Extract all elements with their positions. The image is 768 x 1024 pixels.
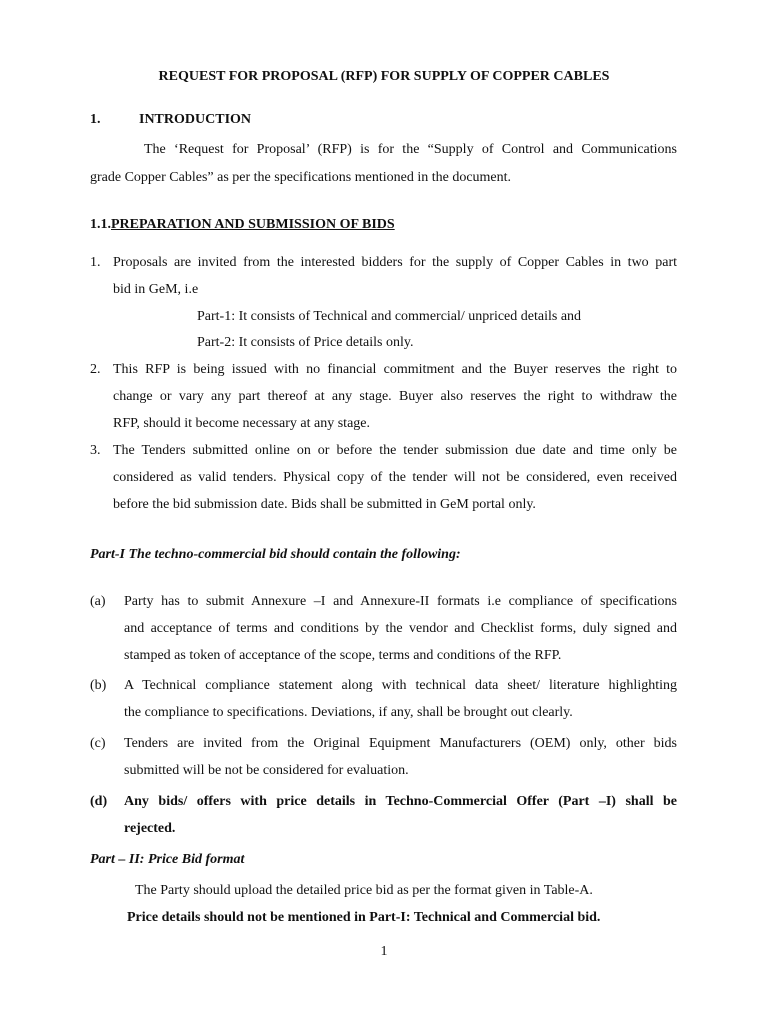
page-number: 1 bbox=[380, 944, 388, 959]
bids-item-3-line-1: The Tenders submitted online on or before the tender submission due date and time only be bbox=[113, 443, 677, 458]
section-1-number: 1. bbox=[90, 112, 101, 127]
bids-item-2-line-1: This RFP is being issued with no financial commitment and the Buyer reserves the right to bbox=[113, 362, 677, 377]
part-1-item-c-label: (c) bbox=[90, 736, 106, 751]
bids-item-3-line-3: before the bid submission date. Bids shall be submitted in GeM portal only. bbox=[113, 497, 536, 512]
bids-item-2-line-3: RFP, should it become necessary at any stage. bbox=[113, 416, 371, 431]
bids-item-2-number: 2. bbox=[90, 362, 101, 377]
bids-item-1-number: 1. bbox=[90, 255, 101, 270]
part-1-item-a-line-1: Party has to submit Annexure –I and Annexure-II formats i.e compliance of specifications bbox=[124, 594, 677, 609]
document-title: REQUEST FOR PROPOSAL (RFP) FOR SUPPLY OF COPPER CABLES bbox=[158, 69, 610, 84]
bids-item-3-line-2: considered as valid tenders. Physical copy of the tender will not be considered, even received bbox=[113, 470, 677, 485]
part-1-heading: Part-I The techno-commercial bid should contain the following: bbox=[90, 547, 461, 562]
intro-paragraph-line-1: The ‘Request for Proposal’ (RFP) is for the “Supply of Control and Communications bbox=[144, 142, 677, 157]
part-1-item-b-line-1: A Technical compliance statement along with technical data sheet/ literature highlighting bbox=[124, 678, 677, 693]
section-1-heading: INTRODUCTION bbox=[139, 112, 252, 127]
part-2-heading: Part – II: Price Bid format bbox=[90, 852, 245, 867]
part-1-item-d-line-2: rejected. bbox=[124, 821, 176, 836]
part-1-item-b-label: (b) bbox=[90, 678, 107, 693]
intro-paragraph-line-2: grade Copper Cables” as per the specifications mentioned in the document. bbox=[90, 170, 512, 185]
section-1-1-title: PREPARATION AND SUBMISSION OF BIDS bbox=[111, 217, 395, 232]
bids-item-3-number: 3. bbox=[90, 443, 101, 458]
part-1-item-c-line-1: Tenders are invited from the Original Equipment Manufacturers (OEM) only, other bids bbox=[124, 736, 677, 751]
part-1-item-c-line-2: submitted will be not be considered for evaluation. bbox=[124, 763, 409, 778]
bids-item-1-line-1: Proposals are invited from the interested bidders for the supply of Copper Cables in two part bbox=[113, 255, 677, 270]
bids-item-1-line-2: bid in GeM, i.e bbox=[113, 282, 199, 297]
bids-item-1-sub-1: Part-1: It consists of Technical and commercial/ unpriced details and bbox=[197, 309, 582, 324]
bids-item-2-line-2: change or vary any part thereof at any stage. Buyer also reserves the right to withdraw the bbox=[113, 389, 677, 404]
part-1-item-a-label: (a) bbox=[90, 594, 106, 609]
part-1-item-a-line-3: stamped as token of acceptance of the scope, terms and conditions of the RFP. bbox=[124, 648, 562, 663]
bids-item-1-sub-2: Part-2: It consists of Price details only. bbox=[197, 335, 414, 350]
part-1-item-d-line-1: Any bids/ offers with price details in Techno-Commercial Offer (Part –I) shall be bbox=[124, 794, 677, 809]
part-1-item-d-label: (d) bbox=[90, 794, 108, 809]
part-1-item-a-line-2: and acceptance of terms and conditions by the vendor and Checklist forms, duly signed and bbox=[124, 621, 677, 636]
part-2-note: Price details should not be mentioned in Part-I: Technical and Commercial bid. bbox=[127, 910, 601, 925]
part-1-item-b-line-2: the compliance to specifications. Deviations, if any, shall be brought out clearly. bbox=[124, 705, 573, 720]
part-2-paragraph: The Party should upload the detailed price bid as per the format given in Table-A. bbox=[135, 883, 593, 898]
section-1-1-heading bbox=[90, 217, 395, 233]
section-1-1-number: 1.1. bbox=[90, 217, 111, 232]
